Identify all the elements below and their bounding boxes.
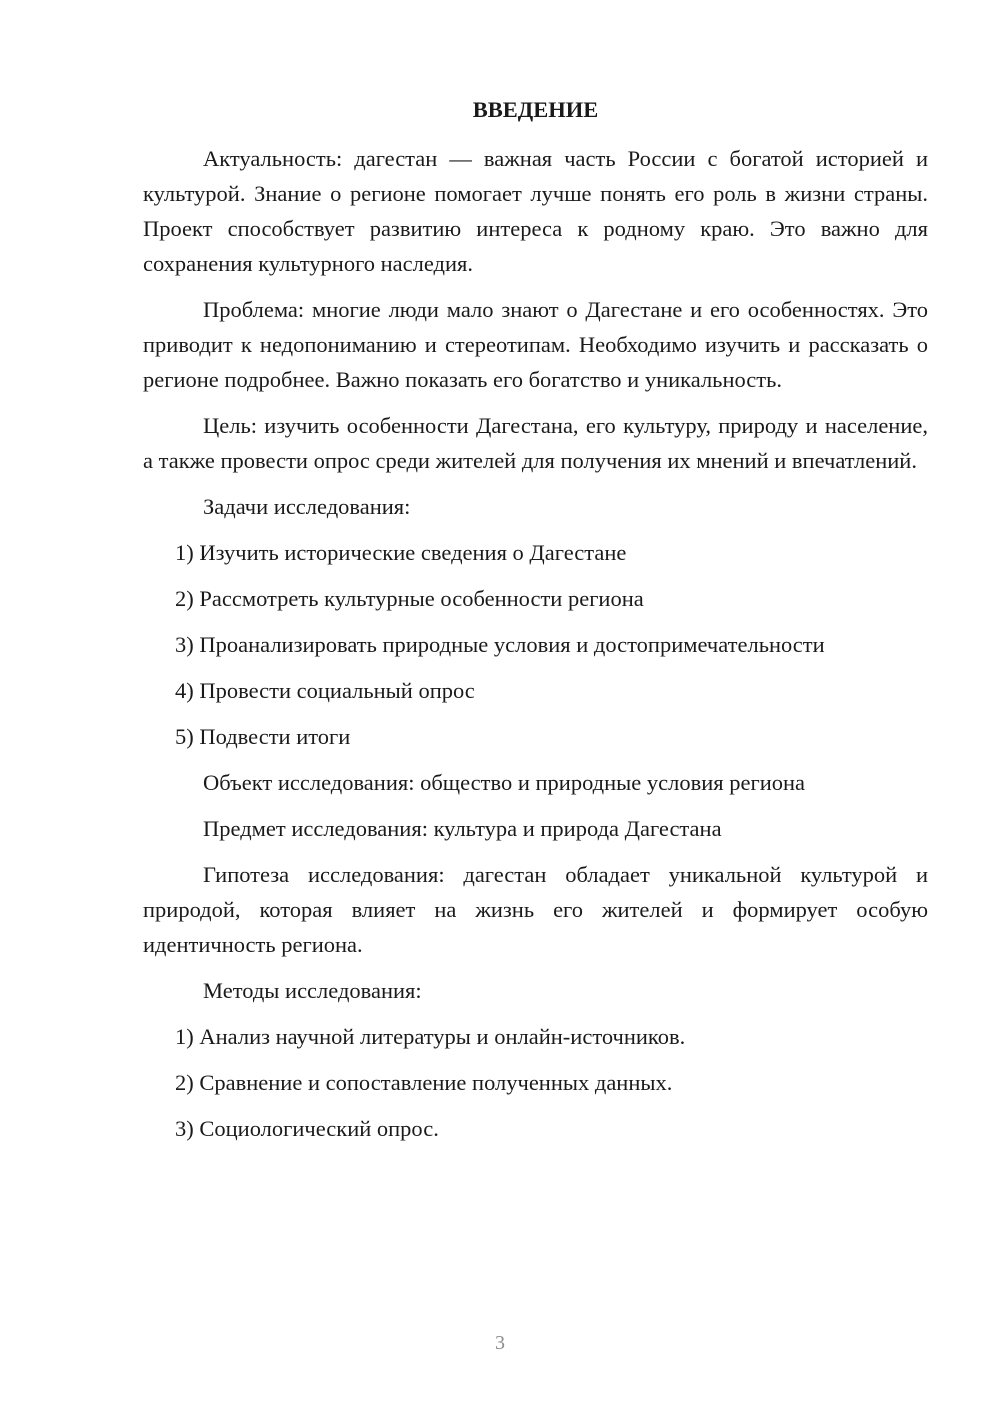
- problem-paragraph: Проблема: многие люди мало знают о Дагестане и его особенностях. Это приводит к недопониманию и стереотипам. Необходимо изучить и рассказать о регионе подробнее. Важно показать его богатство и уникальность.: [143, 297, 928, 392]
- task-item-4: 4) Провести социальный опрос: [175, 678, 475, 703]
- task-item-1: 1) Изучить исторические сведения о Дагестане: [175, 540, 627, 565]
- task-item-5: 5) Подвести итоги: [175, 724, 351, 749]
- task-item-2: 2) Рассмотреть культурные особенности региона: [175, 586, 644, 611]
- research-object: Объект исследования: общество и природные условия региона: [203, 770, 806, 795]
- method-item-2: 2) Сравнение и сопоставление полученных данных.: [175, 1070, 673, 1095]
- hypothesis-paragraph: Гипотеза исследования: дагестан обладает уникальной культурой и природой, которая влияет на жизнь его жителей и формирует особую идентичность региона.: [143, 862, 928, 957]
- page-number: 3: [495, 1332, 505, 1354]
- relevance-paragraph: Актуальность: дагестан — важная часть России с богатой историей и культурой. Знание о регионе помогает лучше понять его роль в жизни страны. Проект способствует развитию интереса к родному краю. Это важно для сохранения культурного наследия.: [143, 146, 928, 276]
- tasks-heading: Задачи исследования:: [203, 494, 411, 519]
- method-item-1: 1) Анализ научной литературы и онлайн-источников.: [175, 1024, 686, 1049]
- page-title: ВВЕДЕНИЕ: [472, 97, 599, 122]
- research-subject: Предмет исследования: культура и природа Дагестана: [203, 816, 722, 841]
- task-item-3: 3) Проанализировать природные условия и достопримечательности: [175, 632, 825, 657]
- document-body: [143, 92, 928, 1157]
- method-item-3: 3) Социологический опрос.: [175, 1116, 439, 1141]
- methods-heading: Методы исследования:: [203, 978, 422, 1003]
- goal-paragraph: Цель: изучить особенности Дагестана, его культуру, природу и население, а также провести опрос среди жителей для получения их мнений и впечатлений.: [143, 413, 928, 473]
